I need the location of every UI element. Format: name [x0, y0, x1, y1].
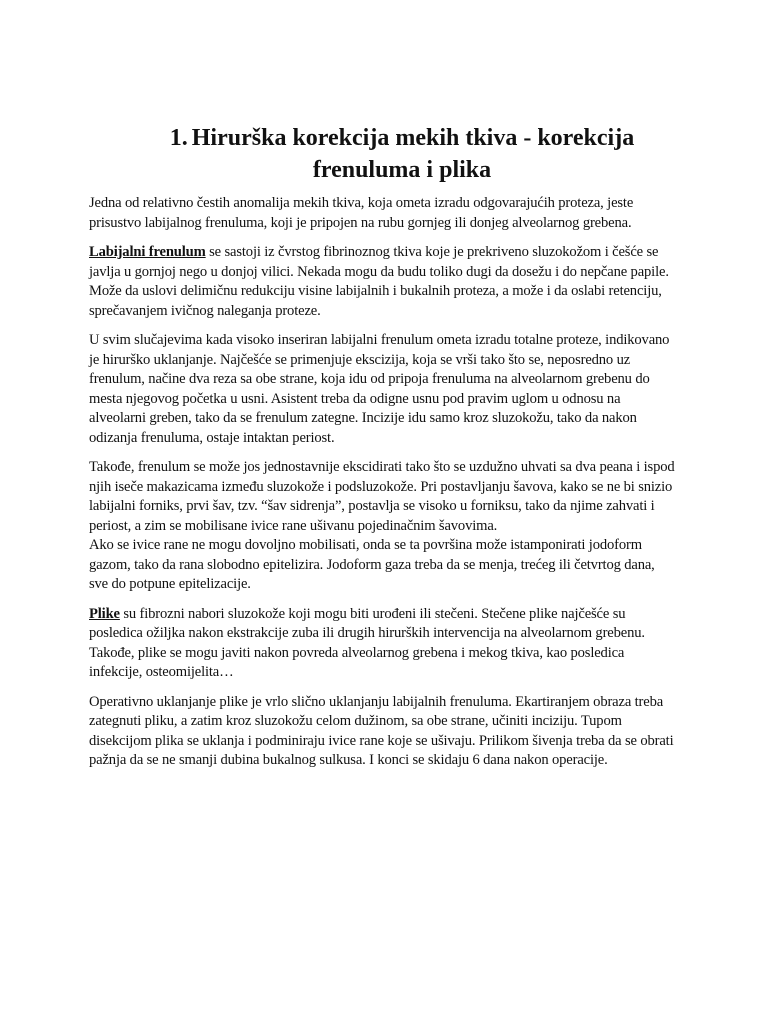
section-heading — [89, 122, 675, 186]
intro-paragraph: Jedna od relativno čestih anomalija mekih tkiva, koja ometa izradu odgovarajućih proteza, jeste prisustvo labijalnog frenuluma, koji je pripojen na rubu gornjeg ili donjeg alveolarnog grebena. — [89, 195, 634, 231]
paragraph-text: Takođe, frenulum se može jos jednostavnije ekscidirati tako što se uzdužno uhvati sa dva peana i ispod njih iseče makazicama između sluzokože i podsluzokože. Pri postavljanju šavova, kako se ne bi snizio labijalni forniks, prvi šav, tzv. “šav sidrenja”, postavlja se visoko u forniksu, tako da njime zahvati i periost, a zim se mobilisane ivice rane ušivanu pojedinačnim šavovima. — [89, 459, 675, 534]
section-number: 1. — [169, 125, 188, 151]
term-plike: Plike — [89, 605, 120, 622]
plike-paragraph — [89, 605, 675, 683]
document-page — [89, 122, 675, 781]
section-title: Hirurška korekcija mekih tkiva - korekcija frenuluma i plika — [191, 125, 635, 183]
operative-removal-paragraph: Operativno uklanjanje plike je vrlo slično uklanjanju labijalnih frenuluma. Ekartiranjem obraza treba zategnuti pliku, a zatim kroz sluzokožu celom dužinom, sa obe strane, učiniti inciziju. Tupom disekcijom plika se uklanja i podminiraju ivice rane koje se ušivaju. Prilikom šivenja treba da se obrati pažnja da se ne smanji dubina bukalnog sulkusa. I konci se skidaju 6 dana nakon operacije. — [89, 693, 674, 768]
labial-frenulum-paragraph — [89, 243, 675, 321]
excision-paragraph: U svim slučajevima kada visoko inseriran labijalni frenulum ometa izradu totalne proteze, indikovano je hirurško uklanjanje. Najčešće se primenjuje ekscizija, koja se vrši tako što se, neposredno uz frenulum, načine dva reza sa obe strane, koja idu od pripoja frenuluma na alveolarnom grebenu do mesta njegovog početka u usni. Asistent treba da odigne usnu pod pravim uglom u odnosu na alveolarni greben, tako da se frenulum zategne. Incizije idu samo kroz sluzokožu, tako da nakon odizanja frenuluma, ostaje intaktan periost. — [89, 332, 670, 446]
paragraph-text: su fibrozni nabori sluzokože koji mogu biti urođeni ili stečeni. Stečene plike najčešće su posledica ožiljka nakon ekstrakcije zuba ili drugih hirurških intervencija na alveolarnom grebenu. Takođe, plike se mogu javiti nakon povreda alveolarnog grebena i mekog tkiva, kao posledica infekcije, osteomijelita… — [89, 605, 645, 680]
paragraph-text: se sastoji iz čvrstog fibrinoznog tkiva koje je prekriveno sluzokožom i češće se javlja u gornjoj nego u donjoj vilici. Nekada mogu da budu toliko dugi da dosežu i do nepčane papile. Može da uslovi delimičnu redukciju visine labijalnih i bukalnih proteza, a može i da oslabi retenciju, sprečavanjem ivičnog naleganja proteze. — [89, 244, 669, 319]
term-labijalni-frenulum: Labijalni frenulum — [89, 244, 206, 260]
paragraph-text: Ako se ivice rane ne mogu dovoljno mobilisati, onda se ta površina može istamponirati jodoform gazom, tako da rana slobodno epitelizira. Jodoform gaza treba da se menja, trećeg ili četvrtog dana, sve do potpune epitelizacije. — [89, 537, 655, 592]
suturing-paragraph — [89, 458, 675, 595]
